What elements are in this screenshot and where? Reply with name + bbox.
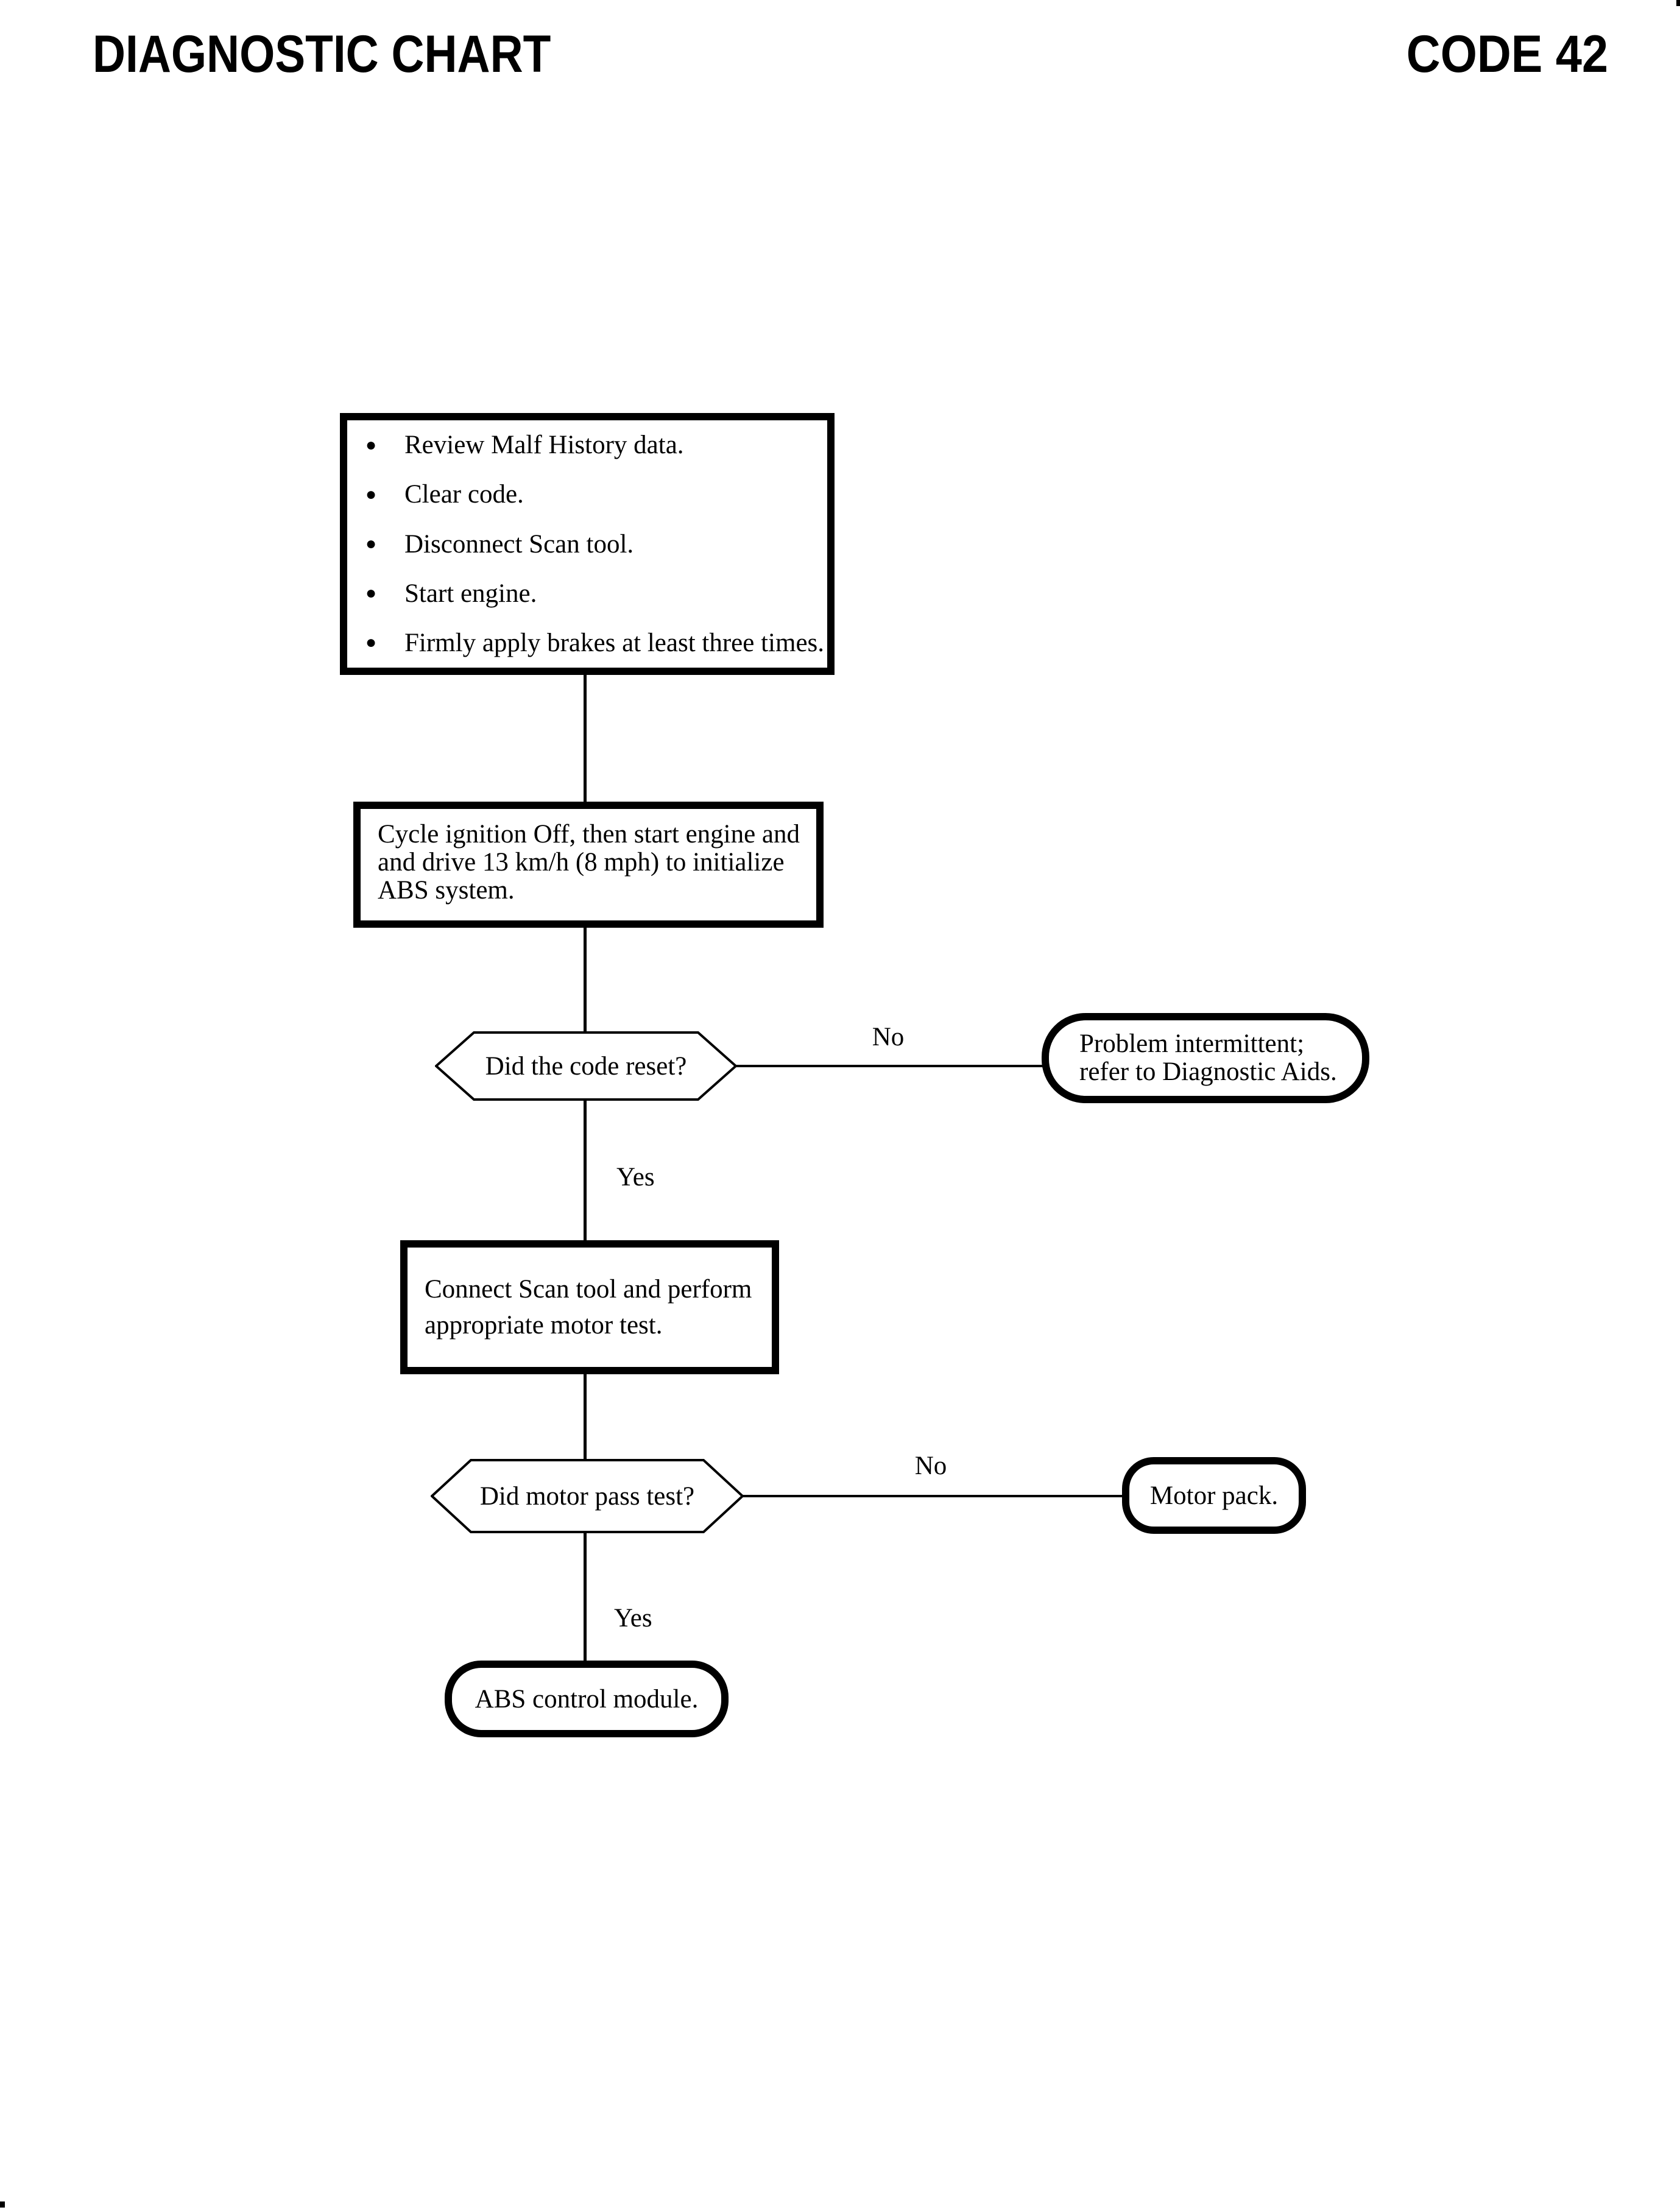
decision-question: Did motor pass test? [479,1481,695,1511]
text-line: and drive 13 km/h (8 mph) to initialize [378,848,785,877]
connector-decision2-no [741,1495,1124,1497]
bullet-icon: ● [365,534,377,554]
yes-branch-label: Yes [616,1163,655,1191]
bullet-icon: ● [365,583,377,604]
bullet-icon: ● [365,632,377,653]
list-item [365,470,821,519]
connector-init-to-decision1 [584,927,587,1034]
no-branch-label: No [872,1023,905,1051]
list-item-text: Review Malf History data. [404,431,684,460]
decision-question: Did the code reset? [485,1051,687,1081]
prep-steps-list [347,420,827,668]
connector-motortest-to-decision2 [584,1373,587,1461]
scan-artifact [1676,0,1680,6]
decision-code-reset [435,1031,737,1101]
connector-decision1-no [735,1065,1044,1067]
text-line: appropriate motor test. [425,1311,663,1340]
prep-steps-box [340,413,835,675]
text-line: Connect Scan tool and perform [425,1275,752,1304]
list-item [365,618,825,668]
init-abs-text [361,809,816,905]
init-abs-box [353,802,824,928]
page-code: CODE 42 [1406,25,1608,83]
motor-test-text [408,1248,772,1367]
decision-motor-pass [431,1459,744,1533]
list-item-text: Firmly apply brakes at least three times. [404,628,825,657]
terminal-problem-text [1049,1020,1362,1096]
terminal-motor-pack [1122,1457,1306,1534]
scan-artifact [0,2201,5,2208]
no-branch-label: No [914,1452,947,1480]
text-line: refer to Diagnostic Aids. [1079,1057,1337,1086]
text-line: ABS system. [378,876,515,905]
connector-decision2-to-abs [584,1531,587,1663]
text-line: Cycle ignition Off, then start engine and [378,820,800,849]
bullet-icon: ● [365,484,377,504]
terminal-motor-pack-text: Motor pack. [1149,1481,1279,1510]
terminal-abs-text: ABS control module. [475,1684,699,1714]
list-item [365,569,821,618]
terminal-problem-intermittent [1042,1013,1369,1103]
list-item-text: Start engine. [404,579,537,608]
yes-branch-label: Yes [614,1604,652,1633]
page-title: DIAGNOSTIC CHART [93,25,551,83]
list-item-text: Disconnect Scan tool. [404,529,634,559]
list-item [365,420,821,470]
text-line: Problem intermittent; [1079,1029,1305,1058]
connector-prep-to-init [584,671,587,803]
bullet-icon: ● [365,434,377,455]
terminal-abs-control-module [445,1661,729,1737]
list-item-text: Clear code. [404,480,524,509]
motor-test-box [400,1240,779,1374]
list-item [365,519,821,568]
connector-decision1-to-motortest [584,1098,587,1241]
